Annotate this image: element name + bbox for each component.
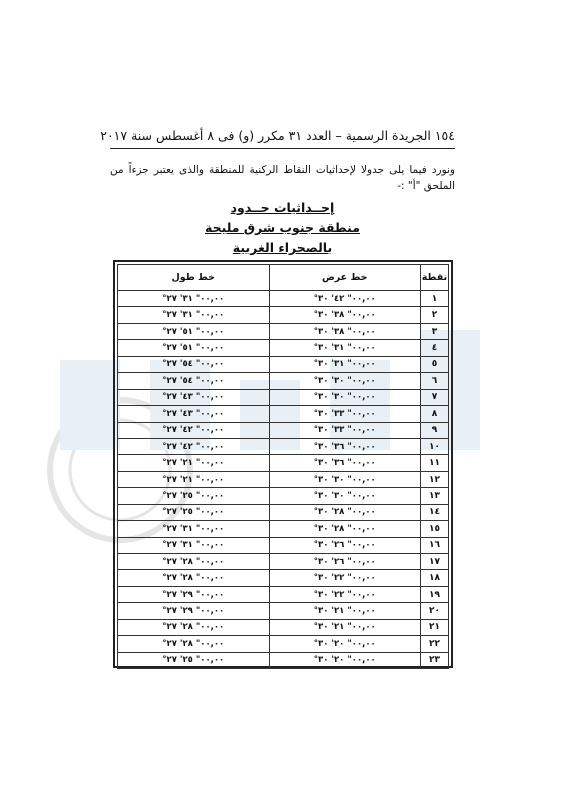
header-point: نقطة (421, 265, 449, 291)
lon-cell: ٠٠,٠٠" ٢٨' ٢٧° (118, 619, 270, 635)
table-title-line-2: منطقة جنوب شرق مليحة (205, 220, 360, 235)
lon-cell: ٠٠,٠٠" ٢٥' ٢٧° (118, 504, 270, 520)
lon-cell: ٠٠,٠٠" ٥٤' ٢٧° (118, 373, 270, 389)
point-cell: ٤ (421, 340, 449, 356)
table-row (118, 488, 449, 504)
table-row (118, 554, 449, 570)
table-header-row (118, 265, 449, 291)
header-lon: خط طول (118, 265, 270, 291)
point-cell: ٢٢ (421, 636, 449, 652)
point-cell: ١٢ (421, 471, 449, 487)
lon-cell: ٠٠,٠٠" ٢٨' ٢٧° (118, 570, 270, 586)
lat-cell: ٠٠,٠٠" ٣٦' ٣٠° (269, 455, 421, 471)
table-row (118, 521, 449, 537)
lon-cell: ٠٠,٠٠" ٤٣' ٢٧° (118, 389, 270, 405)
table-row (118, 471, 449, 487)
point-cell: ١ (421, 291, 449, 307)
lat-cell: ٠٠,٠٠" ٢٢' ٣٠° (269, 570, 421, 586)
lat-cell: ٠٠,٠٠" ٣٣' ٣٠° (269, 406, 421, 422)
lat-cell: ٠٠,٠٠" ٣٦' ٣٠° (269, 438, 421, 454)
lon-cell: ٠٠,٠٠" ٤٢' ٢٧° (118, 422, 270, 438)
lon-cell: ٠٠,٠٠" ٢١' ٢٧° (118, 471, 270, 487)
lon-cell: ٠٠,٠٠" ٣١' ٢٧° (118, 307, 270, 323)
table-row (118, 389, 449, 405)
lat-cell: ٠٠,٠٠" ٤٢' ٣٠° (269, 291, 421, 307)
lon-cell: ٠٠,٠٠" ٢٨' ٢٧° (118, 554, 270, 570)
lat-cell: ٠٠,٠٠" ٣٠' ٣٠° (269, 488, 421, 504)
lat-cell: ٠٠,٠٠" ٣١' ٣٠° (269, 340, 421, 356)
point-cell: ٦ (421, 373, 449, 389)
lon-cell: ٠٠,٠٠" ٣١' ٢٧° (118, 521, 270, 537)
point-cell: ٨ (421, 406, 449, 422)
table-row (118, 586, 449, 602)
table-row (118, 291, 449, 307)
lon-cell: ٠٠,٠٠" ٢٩' ٢٧° (118, 603, 270, 619)
table-row (118, 323, 449, 339)
lat-cell: ٠٠,٠٠" ٢٠' ٣٠° (269, 636, 421, 652)
header-divider (110, 148, 455, 149)
table-row (118, 652, 449, 668)
point-cell: ٧ (421, 389, 449, 405)
lat-cell: ٠٠,٠٠" ٢١' ٣٠° (269, 619, 421, 635)
header-lat: خط عرض (269, 265, 421, 291)
table-row (118, 307, 449, 323)
point-cell: ٢٣ (421, 652, 449, 668)
lat-cell: ٠٠,٠٠" ٢٢' ٣٠° (269, 586, 421, 602)
point-cell: ٣ (421, 323, 449, 339)
table-row (118, 406, 449, 422)
lon-cell: ٠٠,٠٠" ٣١' ٢٧° (118, 291, 270, 307)
lat-cell: ٠٠,٠٠" ٢٨' ٣٠° (269, 504, 421, 520)
point-cell: ١٧ (421, 554, 449, 570)
lon-cell: ٠٠,٠٠" ٣١' ٢٧° (118, 537, 270, 553)
lat-cell: ٠٠,٠٠" ٢١' ٣٠° (269, 603, 421, 619)
coordinates-table (117, 264, 449, 669)
lat-cell: ٠٠,٠٠" ٣٠' ٣٠° (269, 471, 421, 487)
lat-cell: ٠٠,٠٠" ٣٨' ٣٠° (269, 307, 421, 323)
point-cell: ١٩ (421, 586, 449, 602)
lon-cell: ٠٠,٠٠" ٤٣' ٢٧° (118, 406, 270, 422)
point-cell: ٢١ (421, 619, 449, 635)
table-row (118, 537, 449, 553)
point-cell: ١٨ (421, 570, 449, 586)
point-cell: ١٤ (421, 504, 449, 520)
lat-cell: ٠٠,٠٠" ٣٨' ٣٠° (269, 323, 421, 339)
table-row (118, 570, 449, 586)
gazette-header: ١٥٤ الجريدة الرسمية – العدد ٣١ مكرر (و) فى ٨ أغسطس سنة ٢٠١٧ (100, 128, 455, 143)
point-cell: ٩ (421, 422, 449, 438)
table-row (118, 438, 449, 454)
point-cell: ١٣ (421, 488, 449, 504)
lon-cell: ٠٠,٠٠" ٢٨' ٢٧° (118, 636, 270, 652)
table-row (118, 356, 449, 372)
lat-cell: ٠٠,٠٠" ٢٦' ٣٠° (269, 554, 421, 570)
lon-cell: ٠٠,٠٠" ٢٥' ٢٧° (118, 488, 270, 504)
lon-cell: ٠٠,٠٠" ٢٩' ٢٧° (118, 586, 270, 602)
point-cell: ١١ (421, 455, 449, 471)
table-title-line-1: إحــداثيات حــدود (230, 200, 335, 215)
table-row (118, 504, 449, 520)
lat-cell: ٠٠,٠٠" ٣٠' ٣٠° (269, 389, 421, 405)
point-cell: ١٦ (421, 537, 449, 553)
table-row (118, 619, 449, 635)
lat-cell: ٠٠,٠٠" ٢٦' ٣٠° (269, 537, 421, 553)
table-title-line-3: بالصحراء الغربية (232, 240, 333, 255)
table-row (118, 422, 449, 438)
coordinates-table-frame (113, 260, 453, 668)
lon-cell: ٠٠,٠٠" ٢١' ٢٧° (118, 455, 270, 471)
lon-cell: ٠٠,٠٠" ٤٢' ٢٧° (118, 438, 270, 454)
lat-cell: ٠٠,٠٠" ٢٨' ٣٠° (269, 521, 421, 537)
lat-cell: ٠٠,٠٠" ٣٣' ٣٠° (269, 422, 421, 438)
point-cell: ٥ (421, 356, 449, 372)
table-row (118, 603, 449, 619)
point-cell: ١٠ (421, 438, 449, 454)
point-cell: ٢ (421, 307, 449, 323)
lon-cell: ٠٠,٠٠" ٢٥' ٢٧° (118, 652, 270, 668)
intro-paragraph: ونورد فيما يلى جدولا لإحداثيات النقاط الركنية للمنطقة والذى يعتبر جزءاً من الملحق "أ" :- (110, 164, 455, 192)
table-row (118, 455, 449, 471)
table-row (118, 340, 449, 356)
table-row (118, 636, 449, 652)
table-row (118, 373, 449, 389)
point-cell: ١٥ (421, 521, 449, 537)
lon-cell: ٠٠,٠٠" ٥٤' ٢٧° (118, 356, 270, 372)
lon-cell: ٠٠,٠٠" ٥١' ٢٧° (118, 323, 270, 339)
lon-cell: ٠٠,٠٠" ٥١' ٢٧° (118, 340, 270, 356)
lat-cell: ٠٠,٠٠" ٢٠' ٣٠° (269, 652, 421, 668)
point-cell: ٢٠ (421, 603, 449, 619)
lat-cell: ٠٠,٠٠" ٣٠' ٣٠° (269, 373, 421, 389)
lat-cell: ٠٠,٠٠" ٣١' ٣٠° (269, 356, 421, 372)
